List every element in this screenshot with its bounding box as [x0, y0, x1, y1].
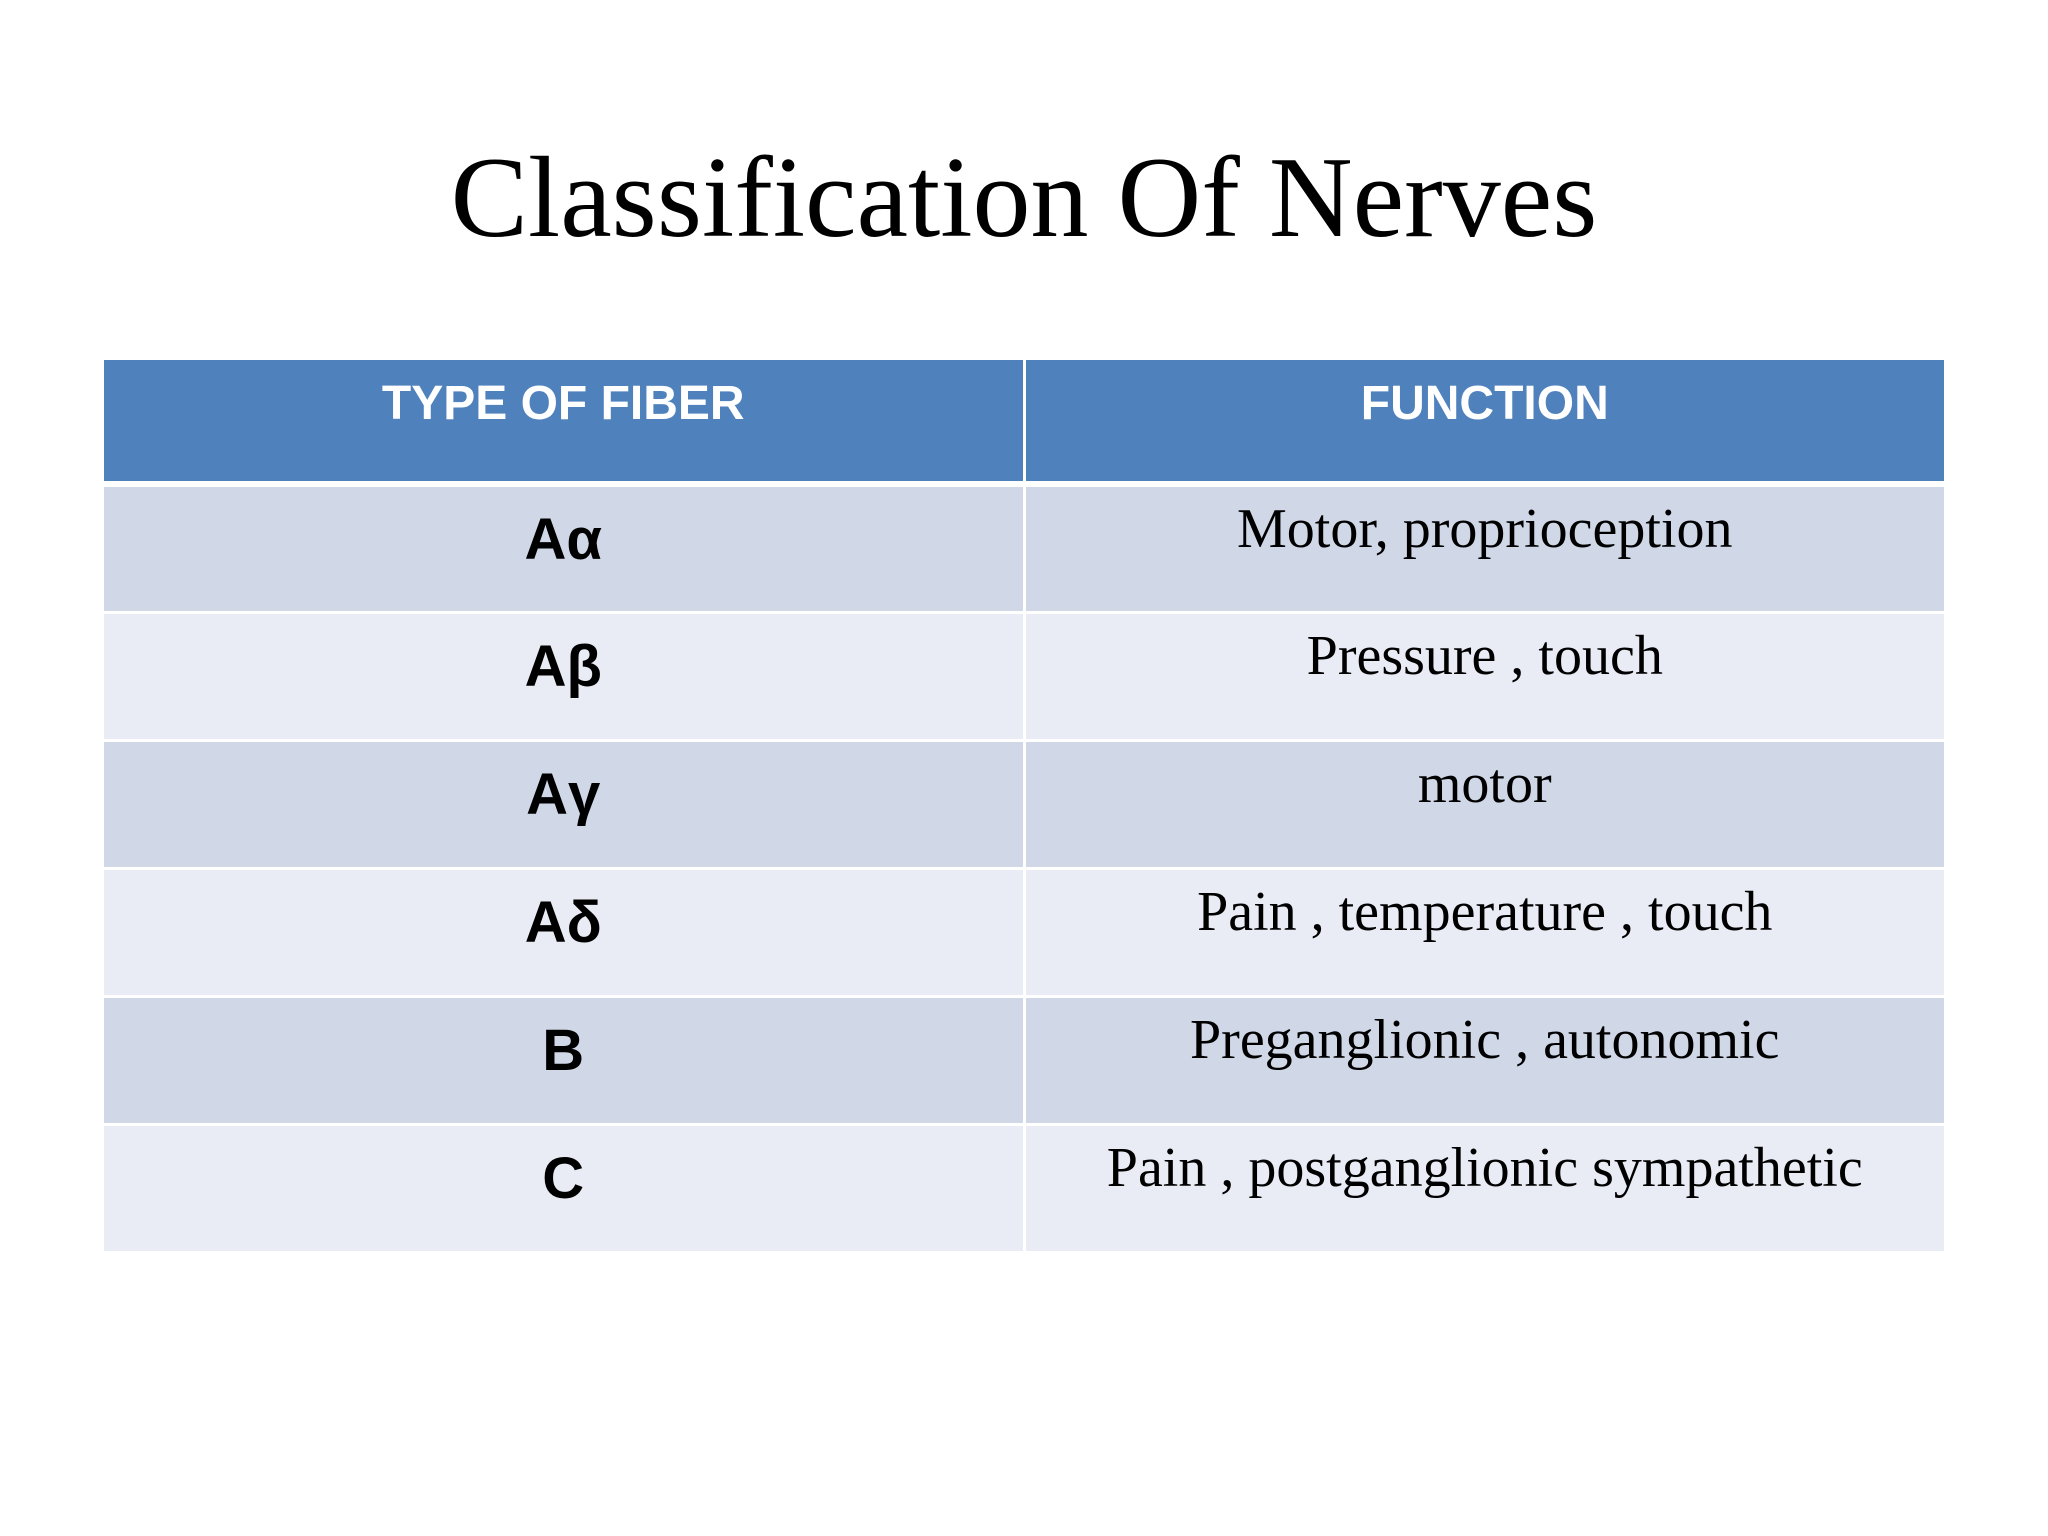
header-type-of-fiber: TYPE OF FIBER	[104, 360, 1024, 484]
table-header-row	[104, 360, 1944, 484]
function-cell: Pressure , touch	[1024, 612, 1944, 740]
function-cell: Pain , temperature , touch	[1024, 868, 1944, 996]
table-row	[104, 484, 1944, 612]
fiber-type-cell: Aβ	[104, 612, 1024, 740]
table-row	[104, 1124, 1944, 1252]
table-row	[104, 612, 1944, 740]
table-row	[104, 996, 1944, 1124]
table-row	[104, 740, 1944, 868]
function-cell: motor	[1024, 740, 1944, 868]
fiber-type-cell: Aγ	[104, 740, 1024, 868]
table-row	[104, 868, 1944, 996]
fiber-type-cell: Aα	[104, 484, 1024, 612]
fiber-type-cell: Aδ	[104, 868, 1024, 996]
nerve-classification-table	[104, 360, 1944, 1254]
fiber-type-cell: C	[104, 1124, 1024, 1252]
slide-title: Classification Of Nerves	[450, 134, 1598, 262]
header-function: FUNCTION	[1024, 360, 1944, 484]
fiber-type-cell: B	[104, 996, 1024, 1124]
function-cell: Motor, proprioception	[1024, 484, 1944, 612]
function-cell: Pain , postganglionic sympathetic	[1024, 1124, 1944, 1252]
function-cell: Preganglionic , autonomic	[1024, 996, 1944, 1124]
